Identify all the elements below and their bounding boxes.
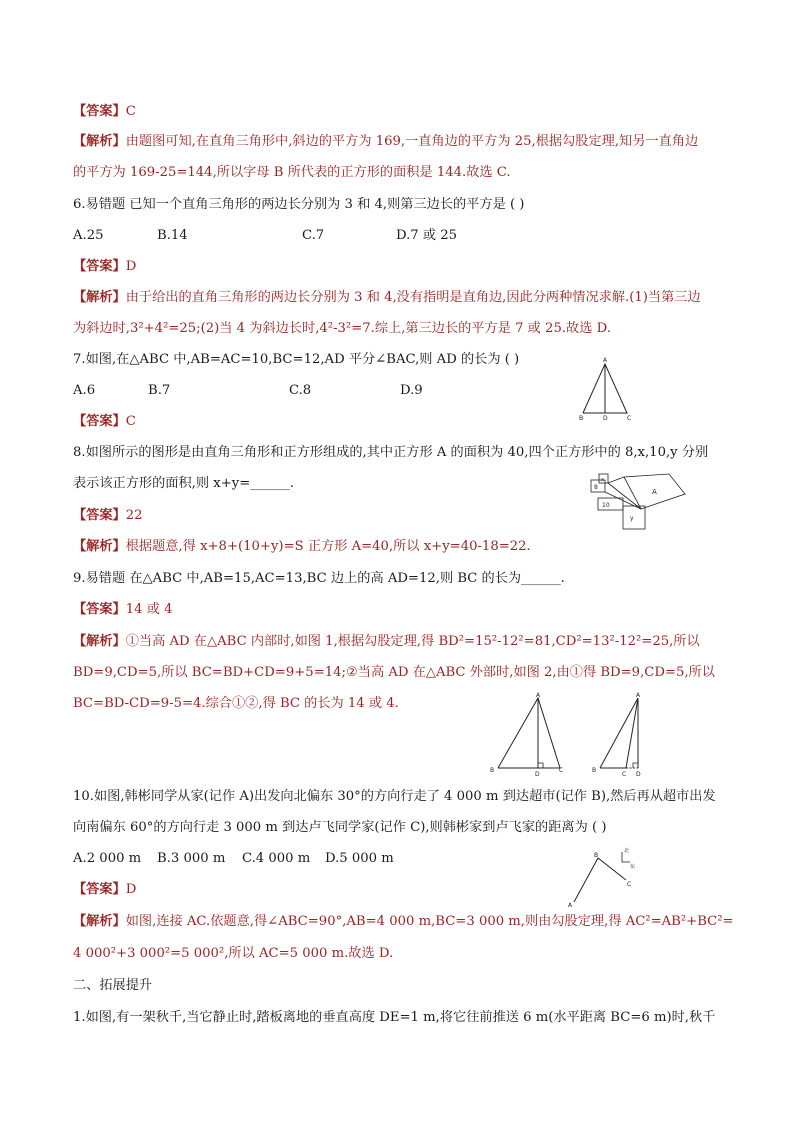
figure-label-a: A xyxy=(636,692,641,699)
q10-analysis-line-2: 4 000²+3 000²=5 000²,所以 AC=5 000 m.故选 D. xyxy=(73,946,394,961)
q10-option-c: C.4 000 m xyxy=(242,851,311,866)
q8-squares-figure xyxy=(586,470,692,535)
answer-tag: 【答案】 xyxy=(73,602,126,617)
analysis-text: 如图,连接 AC.依题意,得∠ABC=90°,AB=4 000 m,BC=3 000 m,则由勾股定理,得 AC²=AB²+BC²= xyxy=(125,914,734,929)
figure-label-b: B xyxy=(490,767,495,774)
figure-label-y: y xyxy=(630,515,634,522)
q9-answer-line xyxy=(73,601,173,619)
analysis-tag: 【解析】 xyxy=(73,634,126,649)
q8-analysis-line-1 xyxy=(73,538,531,556)
answer-tag: 【答案】 xyxy=(73,882,126,897)
q9-analysis-line-3: BC=BD-CD=9-5=4.综合①②,得 BC 的长为 14 或 4. xyxy=(73,696,399,711)
figure-label-a: A xyxy=(568,902,573,908)
analysis-tag: 【解析】 xyxy=(73,539,126,554)
answer-value: 14 或 4 xyxy=(125,602,173,617)
section2-q1-stem-line-1: 1.如图,有一架秋千,当它静止时,踏板离地的垂直高度 DE=1 m,将它往前推送 6 m(水平距离 BC=6 m)时,秋千 xyxy=(73,1010,716,1025)
figure-label-a: A xyxy=(652,488,657,496)
q9-stem: 9.易错题 在△ABC 中,AB=15,AC=13,BC 边上的高 AD=12,则 BC 的长为______. xyxy=(73,571,565,586)
analysis-text: ①当高 AD 在△ABC 内部时,如图 1,根据勾股定理,得 BD²=15²-12²=81,CD²=13²-12²=25,所以 xyxy=(125,634,700,649)
figure-label-b: B xyxy=(592,767,597,774)
analysis-tag: 【解析】 xyxy=(73,914,126,929)
q10-option-a: A.2 000 m xyxy=(73,851,142,866)
q7-stem: 7.如图,在△ABC 中,AB=AC=10,BC=12,AD 平分∠BAC,则 AD 的长为 ( ) xyxy=(73,352,520,367)
q9-analysis-line-2: BD=9,CD=5,所以 BC=BD+CD=9+5=14;②当高 AD 在△ABC 外部时,如图 2,由①得 BD=9,CD=5,所以 xyxy=(73,665,715,680)
q6-option-d: D.7 或 25 xyxy=(396,228,458,243)
analysis-text: 由于给出的直角三角形的两边长分别为 3 和 4,没有指明是直角边,因此分两种情况求解.(1)当第三边 xyxy=(125,290,701,305)
q10-analysis-line-1 xyxy=(73,913,734,931)
analysis-text: 由题图可知,在直角三角形中,斜边的平方为 169,一直角边的平方为 25,根据勾股定理,知另一直角边 xyxy=(125,134,699,149)
figure-label-a: A xyxy=(603,357,608,364)
q10-direction-figure xyxy=(560,840,642,908)
q9-figure-2 xyxy=(590,692,652,778)
figure-label-b: B xyxy=(594,852,599,859)
figure-label-8: 8 xyxy=(594,484,598,491)
section-heading: 二、拓展提升 xyxy=(73,978,153,993)
q6-analysis-line-2: 为斜边时,3²+4²=25;(2)当 4 为斜边长时,4²-3²=7.综上,第三边长的平方是 7 或 25.故选 D. xyxy=(73,321,611,336)
answer-value: C xyxy=(125,414,136,429)
q5-analysis-line-1 xyxy=(73,133,698,151)
q7-answer-line xyxy=(73,413,136,431)
answer-value: D xyxy=(125,882,137,897)
answer-value: C xyxy=(125,104,136,119)
q6-option-b: B.14 xyxy=(157,228,188,243)
answer-tag: 【答案】 xyxy=(73,104,126,119)
figure-label-x: x xyxy=(601,477,604,483)
q8-stem-line-2: 表示该正方形的面积,则 x+y=______. xyxy=(73,476,294,491)
figure-label-c: C xyxy=(627,415,632,422)
figure-label-c: C xyxy=(622,771,627,778)
q10-option-d: D.5 000 m xyxy=(325,851,394,866)
q8-answer-line xyxy=(73,507,143,525)
q9-figure-1 xyxy=(484,692,572,778)
q10-answer-line xyxy=(73,881,136,899)
q7-isosceles-triangle-figure xyxy=(575,356,635,426)
q6-answer-line xyxy=(73,258,136,276)
figure-label-d: D xyxy=(535,771,540,778)
analysis-tag: 【解析】 xyxy=(73,134,126,149)
figure-label-a: A xyxy=(536,692,541,699)
figure-label-d: D xyxy=(636,771,641,778)
q8-stem-line-1: 8.如图所示的图形是由直角三角形和正方形组成的,其中正方形 A 的面积为 40,四个正方形中的 8,x,10,y 分别 xyxy=(73,445,709,460)
q7-option-b: B.7 xyxy=(148,383,171,398)
figure-label-d: D xyxy=(603,415,608,422)
compass-north-label: 北 xyxy=(624,848,630,854)
analysis-tag: 【解析】 xyxy=(73,290,126,305)
q10-option-b: B.3 000 m xyxy=(157,851,226,866)
figure-label-c: C xyxy=(627,881,632,888)
q6-option-a: A.25 xyxy=(73,228,104,243)
q6-stem: 6.易错题 已知一个直角三角形的两边长分别为 3 和 4,则第三边长的平方是 ( ) xyxy=(73,197,525,212)
answer-value: D xyxy=(125,259,137,274)
q9-analysis-line-1 xyxy=(73,633,700,651)
q7-option-d: D.9 xyxy=(400,383,423,398)
analysis-text: 根据题意,得 x+8+(10+y)=S 正方形 A=40,所以 x+y=40-18=22. xyxy=(125,539,531,554)
q7-option-a: A.6 xyxy=(73,383,96,398)
q10-stem-line-1: 10.如图,韩彬同学从家(记作 A)出发向北偏东 30°的方向行走了 4 000 m 到达超市(记作 B),然后再从超市出发 xyxy=(73,789,716,804)
q7-option-c: C.8 xyxy=(289,383,312,398)
q10-stem-line-2: 向南偏东 60°的方向行走 3 000 m 到达卢飞同学家(记作 C),则韩彬家到卢飞家的距离为 ( ) xyxy=(73,820,607,835)
answer-value: 22 xyxy=(125,508,143,523)
q6-option-c: C.7 xyxy=(302,228,325,243)
q5-analysis-line-2: 的平方为 169-25=144,所以字母 B 所代表的正方形的面积是 144.故选 C. xyxy=(73,165,511,180)
compass-east-label: 东 xyxy=(630,864,636,870)
figure-label-10: 10 xyxy=(602,502,610,509)
answer-tag: 【答案】 xyxy=(73,259,126,274)
answer-tag: 【答案】 xyxy=(73,508,126,523)
q5-answer-line xyxy=(73,103,136,121)
q6-analysis-line-1 xyxy=(73,289,701,307)
figure-label-c: C xyxy=(559,767,564,774)
figure-label-b: B xyxy=(579,415,584,422)
answer-tag: 【答案】 xyxy=(73,414,126,429)
